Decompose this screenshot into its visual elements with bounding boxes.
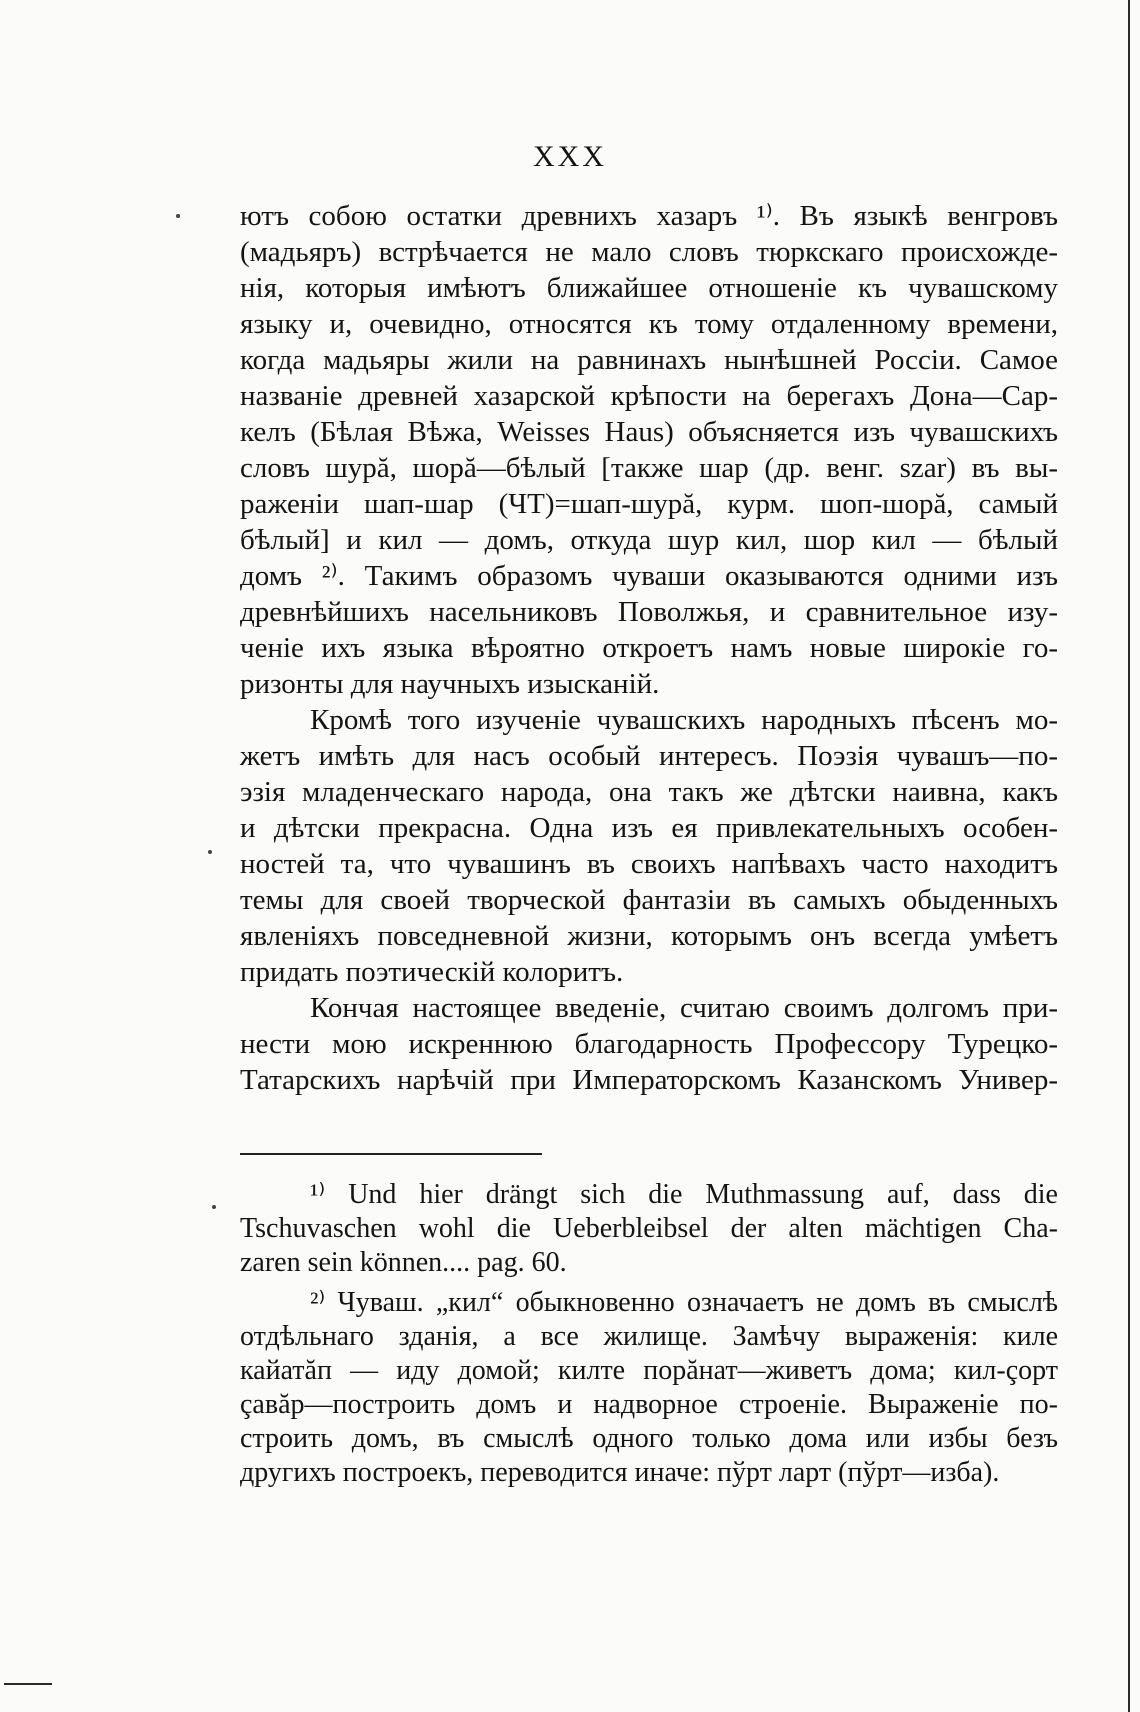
body-text-line: бѣлый] и кил — домъ, откуда шур кил, шор кил — бѣлый bbox=[240, 524, 1058, 556]
body-text-line: древнѣйшихъ насельниковъ Поволжья, и сравнительное изу- bbox=[240, 596, 1058, 628]
body-text-line: (мадьяръ) встрѣчается не мало словъ тюркскаго происхожде- bbox=[240, 236, 1058, 268]
footnote-line: другихъ построекъ, переводится иначе: пўрт ларт (пўрт—изба). bbox=[240, 1457, 1000, 1488]
body-text-line: языку и, очевидно, относятся къ тому отдаленному времени, bbox=[240, 308, 1058, 340]
body-text-line: ризонты для научныхъ изысканій. bbox=[240, 668, 660, 700]
body-text-line: эзія младенческаго народа, она такъ же дѣтски наивна, какъ bbox=[240, 776, 1058, 808]
body-text-line: нести мою искреннюю благодарность Профессору Турецко- bbox=[240, 1028, 1058, 1060]
body-text-line: раженіи шап-шар (ЧТ)=шап-шурă, курм. шоп-шорă, самый bbox=[240, 488, 1058, 520]
body-text-line: словъ шурă, шорă—бѣлый [также шар (др. венг. szar) въ вы- bbox=[240, 452, 1058, 484]
body-text-line: жетъ имѣть для насъ особый интересъ. Поэзія чувашъ—по- bbox=[240, 740, 1058, 772]
footnote-separator bbox=[240, 1153, 542, 1155]
footnote-line: строить домъ, въ смыслѣ одного только дома или избы безъ bbox=[240, 1423, 1058, 1454]
page-edge-rule bbox=[1128, 0, 1130, 1712]
footnote-line: кайатăп — иду домой; килте порăнат—живетъ дома; кил-çорт bbox=[240, 1355, 1058, 1386]
body-text-line: ностей та, что чувашинъ въ своихъ напѣвахъ часто находитъ bbox=[240, 848, 1058, 880]
body-text-line: названіе древней хазарской крѣпости на берегахъ Дона—Сар- bbox=[240, 380, 1058, 412]
body-text-line: придать поэтическій колоритъ. bbox=[240, 956, 624, 988]
scan-speck bbox=[176, 214, 180, 218]
paragraph-first-line: Кромѣ того изученіе чувашскихъ народныхъ пѣсенъ мо- bbox=[310, 704, 1058, 736]
scan-speck bbox=[208, 850, 212, 854]
footnote-line: Tschuvaschen wohl die Ueberbleibsel der alten mächtigen Cha- bbox=[240, 1213, 1058, 1244]
body-text-line: когда мадьяры жили на равнинахъ нынѣшней Россіи. Самое bbox=[240, 344, 1058, 376]
body-text-line: темы для своей творческой фантазіи въ самыхъ обыденныхъ bbox=[240, 884, 1058, 916]
body-text-line: и дѣтски прекрасна. Одна изъ ея привлекательныхъ особен- bbox=[240, 812, 1058, 844]
footnote-line: ¹⁾ Und hier drängt sich die Muthmassung auf, dass die bbox=[310, 1179, 1058, 1210]
scan-speck bbox=[212, 1205, 216, 1209]
body-text-line: ютъ собою остатки древнихъ хазаръ ¹⁾. Въ языкѣ венгровъ bbox=[240, 200, 1058, 232]
footnote-line: ²⁾ Чуваш. „кил“ обыкновенно означаетъ не домъ въ смыслѣ bbox=[310, 1287, 1058, 1318]
body-text-line: ченіе ихъ языка вѣроятно откроетъ намъ новые широкіе го- bbox=[240, 632, 1058, 664]
body-text-line: домъ ²⁾. Такимъ образомъ чуваши оказываются одними изъ bbox=[240, 560, 1058, 592]
body-text-line: Татарскихъ нарѣчій при Императорскомъ Казанскомъ Универ- bbox=[240, 1064, 1058, 1096]
paragraph-first-line: Кончая настоящее введеніе, считаю своимъ долгомъ при- bbox=[310, 992, 1058, 1024]
body-text-line: келъ (Бѣлая Вѣжа, Weisses Haus) объясняется изъ чувашскихъ bbox=[240, 416, 1058, 448]
page-number: XXX bbox=[533, 140, 607, 173]
body-text-line: явленіяхъ повседневной жизни, которымъ онъ всегда умѣетъ bbox=[240, 920, 1058, 952]
body-text-line: нія, которыя имѣютъ ближайшее отношеніе къ чувашскому bbox=[240, 272, 1058, 304]
scan-corner-mark bbox=[4, 1683, 52, 1685]
footnote-line: отдѣльнаго зданія, а все жилище. Замѣчу выраженія: киле bbox=[240, 1321, 1058, 1352]
footnote-line: zaren sein können.... pag. 60. bbox=[240, 1247, 567, 1278]
footnote-line: çавăр—построить домъ и надворное строеніе. Выраженіе по- bbox=[240, 1389, 1058, 1420]
